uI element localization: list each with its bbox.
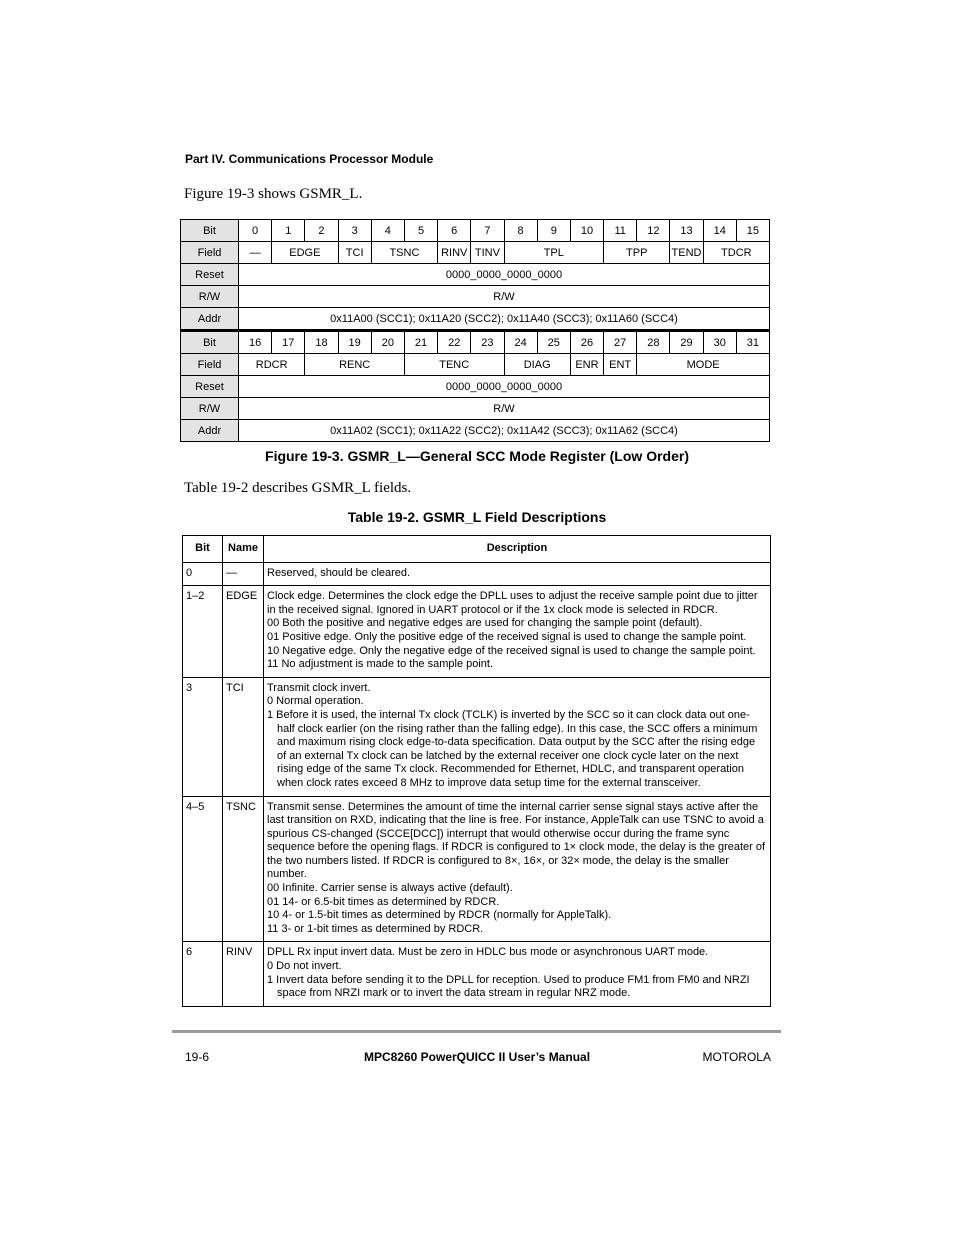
bit-number: 24 <box>504 331 537 354</box>
bit-number: 12 <box>637 220 670 242</box>
cell-description <box>264 562 771 586</box>
bit-number: 26 <box>570 331 603 354</box>
register-diagram <box>180 219 770 442</box>
footer-rule <box>172 1030 781 1033</box>
bit-number: 15 <box>736 220 769 242</box>
register-field: RENC <box>305 354 405 376</box>
register-reset-row <box>181 264 770 286</box>
description-line: DPLL Rx input invert data. Must be zero in HDLC bus mode or asynchronous UART mode. <box>267 946 709 959</box>
cell-name: RINV <box>223 942 264 1006</box>
cell-name: TCI <box>223 677 264 796</box>
bit-number: 2 <box>305 220 338 242</box>
intro-paragraph: Figure 19-3 shows GSMR_L. <box>184 186 363 202</box>
running-head: Part IV. Communications Processor Module <box>185 152 434 166</box>
register-field: TPP <box>604 242 670 264</box>
bit-number: 17 <box>272 331 305 354</box>
bit-row-label: Bit <box>181 220 239 242</box>
bit-number: 29 <box>670 331 703 354</box>
bit-number: 11 <box>604 220 637 242</box>
cell-bit: 1–2 <box>183 586 223 678</box>
bit-number: 23 <box>471 331 504 354</box>
description-line: 0 Normal operation. <box>267 695 364 708</box>
table-row <box>183 562 771 586</box>
field-row-label: Field <box>181 354 239 376</box>
register-field: TCI <box>338 242 371 264</box>
cell-bit: 3 <box>183 677 223 796</box>
table-row <box>183 586 771 678</box>
register-bit-row <box>181 220 770 242</box>
bit-number: 30 <box>703 331 736 354</box>
bit-number: 1 <box>272 220 305 242</box>
register-field: TENC <box>404 354 504 376</box>
bit-number: 20 <box>371 331 404 354</box>
description-line: 00 Infinite. Carrier sense is always active (default). <box>267 882 513 895</box>
cell-bit: 6 <box>183 942 223 1006</box>
description-line: 01 14- or 6.5-bit times as determined by RDCR. <box>267 895 500 908</box>
register-field: MODE <box>637 354 770 376</box>
bit-number: 8 <box>504 220 537 242</box>
register-field: EDGE <box>272 242 338 264</box>
register-field: DIAG <box>504 354 570 376</box>
page-number: 19-6 <box>185 1050 210 1064</box>
cell-name: TSNC <box>223 796 264 942</box>
reset-row-label: Reset <box>181 264 239 286</box>
reset-row-label: Reset <box>181 376 239 398</box>
cell-bit: 4–5 <box>183 796 223 942</box>
description-line: Transmit sense. Determines the amount of time the internal carrier sense signal stays active after the last transition on RXD, indicating that the line is free. For instance, AppleTalk can use TSNC to avoid a spurious CS-changed (SCCE[DCC]) interrupt that would otherwise occur during the frame sync sequence before the opening flags. If RDCR is configured to 1× clock mode, the delay is the greater of the two numbers listed. If RDCR is configured to 8×, 16×, or 32× mode, the delay is the smaller number. <box>267 800 766 881</box>
field-row-label: Field <box>181 242 239 264</box>
description-line: 10 Negative edge. Only the negative edge of the received signal is used to change the sample point. <box>267 644 756 657</box>
field-description-table <box>182 535 771 1007</box>
description-line: Reserved, should be cleared. <box>267 566 411 579</box>
bit-number: 14 <box>703 220 736 242</box>
table-row <box>183 942 771 1006</box>
cell-description <box>264 942 771 1006</box>
manual-title: MPC8260 PowerQUICC II User’s Manual <box>363 1050 591 1064</box>
rw-row-value: R/W <box>239 286 770 308</box>
table-row <box>183 677 771 796</box>
bit-number: 31 <box>736 331 769 354</box>
bit-number: 28 <box>637 331 670 354</box>
bit-number: 9 <box>537 220 570 242</box>
register-field: TEND <box>670 242 703 264</box>
bit-number: 27 <box>604 331 637 354</box>
bit-row-label: Bit <box>181 331 239 354</box>
register-field: RINV <box>438 242 471 264</box>
address-row-label: Addr <box>181 420 239 442</box>
register-field: — <box>239 242 272 264</box>
register-address-row <box>181 308 770 331</box>
register-field: ENR <box>570 354 603 376</box>
cell-description <box>264 677 771 796</box>
description-line: 0 Do not invert. <box>267 960 342 973</box>
bit-number: 13 <box>670 220 703 242</box>
address-row-value: 0x11A02 (SCC1); 0x11A22 (SCC2); 0x11A42 (SCC3); 0x11A62 (SCC4) <box>239 420 770 442</box>
cell-name: EDGE <box>223 586 264 678</box>
bit-number: 0 <box>239 220 272 242</box>
register-rw-row <box>181 398 770 420</box>
reset-row-value: 0000_0000_0000_0000 <box>239 376 770 398</box>
reset-row-value: 0000_0000_0000_0000 <box>239 264 770 286</box>
address-row-label: Addr <box>181 308 239 331</box>
description-line: Transmit clock invert. <box>267 681 371 694</box>
brand-name: MOTOROLA <box>702 1050 771 1064</box>
rw-row-label: R/W <box>181 398 239 420</box>
description-line: 1 Before it is used, the internal Tx clock (TCLK) is inverted by the SCC so it can clock data out one-half clock earlier (on the rising rather than the falling edge). In this case, the SCC offers a minimum and maximum rising clock edge-to-data specification. Data output by the SCC after the rising edge of an external Tx clock can be latched by the external receiver one clock cycle later on the next rising edge of the same Tx clock. Recommended for Ethernet, HDLC, and transparent operation when clock rates exceed 8 MHz to improve data setup time for the external transceiver. <box>267 708 758 789</box>
bit-number: 10 <box>570 220 603 242</box>
cell-name: — <box>223 562 264 586</box>
description-line: 11 No adjustment is made to the sample point. <box>267 658 494 671</box>
table-caption: Table 19-2. GSMR_L Field Descriptions <box>347 509 607 525</box>
description-line: 01 Positive edge. Only the positive edge of the received signal is used to change the sample point. <box>267 630 747 643</box>
register-field: TPL <box>504 242 604 264</box>
description-line: Clock edge. Determines the clock edge the DPLL uses to adjust the receive sample point due to jitter in the received signal. Ignored in UART protocol or if the 1x clock mode is selected in RDCR. <box>267 590 758 616</box>
register-address-row <box>181 420 770 442</box>
bit-number: 22 <box>438 331 471 354</box>
register-field: RDCR <box>239 354 305 376</box>
register-field: TSNC <box>371 242 437 264</box>
table-header-row <box>183 536 771 563</box>
column-header-bit: Bit <box>183 536 223 563</box>
bit-number: 25 <box>537 331 570 354</box>
figure-caption: Figure 19-3. GSMR_L—General SCC Mode Register (Low Order) <box>265 448 689 464</box>
bit-number: 5 <box>404 220 437 242</box>
description-line: 11 3- or 1-bit times as determined by RDCR. <box>267 922 484 935</box>
cell-bit: 0 <box>183 562 223 586</box>
table-row <box>183 796 771 942</box>
register-field-row <box>181 354 770 376</box>
rw-row-label: R/W <box>181 286 239 308</box>
bit-number: 3 <box>338 220 371 242</box>
cell-description <box>264 586 771 678</box>
address-row-value: 0x11A00 (SCC1); 0x11A20 (SCC2); 0x11A40 (SCC3); 0x11A60 (SCC4) <box>239 308 770 331</box>
bit-number: 6 <box>438 220 471 242</box>
bit-number: 4 <box>371 220 404 242</box>
bit-number: 19 <box>338 331 371 354</box>
bit-number: 18 <box>305 331 338 354</box>
register-field-row <box>181 242 770 264</box>
bit-number: 7 <box>471 220 504 242</box>
register-field: TDCR <box>703 242 769 264</box>
bit-number: 21 <box>404 331 437 354</box>
table-intro-paragraph: Table 19-2 describes GSMR_L fields. <box>184 480 412 496</box>
column-header-description: Description <box>264 536 771 563</box>
column-header-name: Name <box>223 536 264 563</box>
register-field: ENT <box>604 354 637 376</box>
cell-description <box>264 796 771 942</box>
description-line: 00 Both the positive and negative edges are used for changing the sample point (default). <box>267 617 703 630</box>
register-reset-row <box>181 376 770 398</box>
register-rw-row <box>181 286 770 308</box>
register-field: TINV <box>471 242 504 264</box>
description-line: 10 4- or 1.5-bit times as determined by RDCR (normally for AppleTalk). <box>267 909 612 922</box>
rw-row-value: R/W <box>239 398 770 420</box>
register-bit-row <box>181 331 770 354</box>
description-line: 1 Invert data before sending it to the DPLL for reception. Used to produce FM1 from FM0 and NRZI space from NRZI mark or to invert the data stream in regular NRZ mode. <box>267 973 750 1000</box>
bit-number: 16 <box>239 331 272 354</box>
